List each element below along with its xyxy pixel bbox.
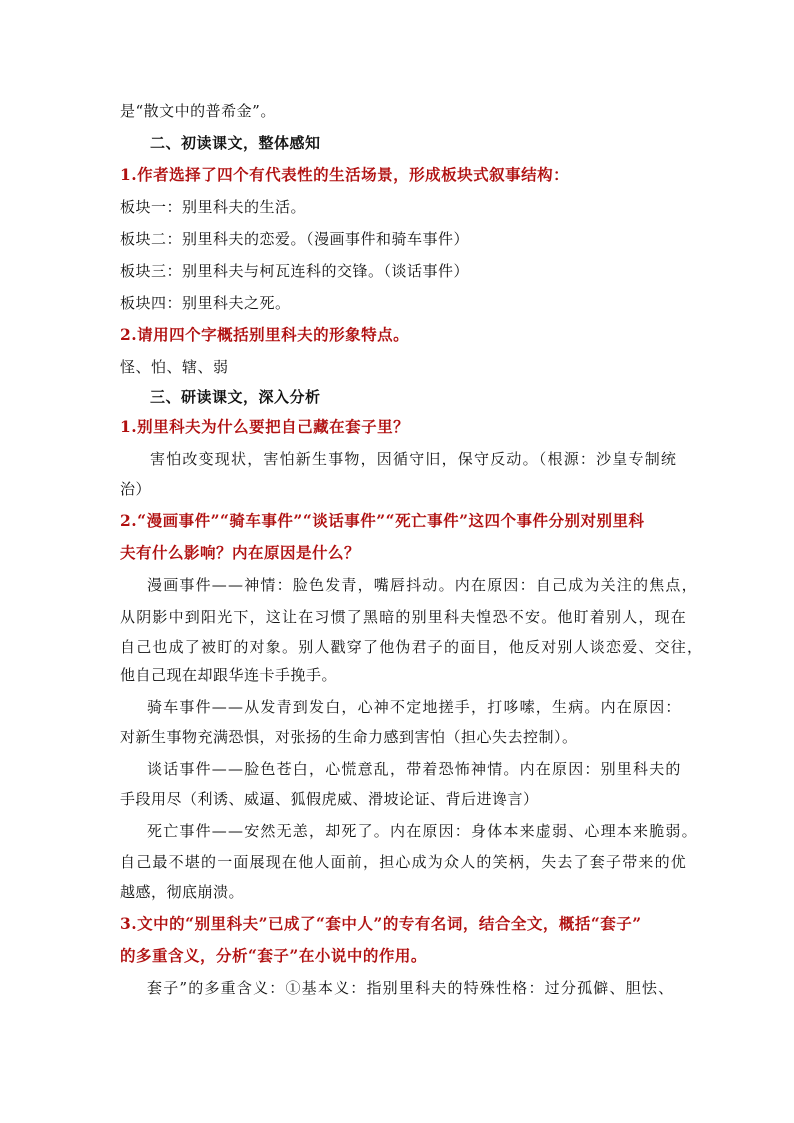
question-line: 1.作者选择了四个有代表性的生活场景，形成板块式叙事结构： [120,165,570,184]
question-line: 的多重含义，分析“套子”在小说中的作用。 [120,946,427,965]
paragraph-line: 是“散文中的普希金”。 [120,102,276,120]
question-line: 3.文中的“别里科夫”已成了“套中人”的专有名词，结合全文，概括“套子” [120,914,642,933]
question-line: 2.请用四个字概括别里科夫的形象特点。 [120,325,410,344]
paragraph-line: 怪、怕、辖、弱 [120,358,229,376]
question-line: 1.别里科夫为什么要把自己藏在套子里？ [120,417,410,436]
paragraph-line: 谈话事件——脸色苍白，心慌意乱，带着恐怖神情。内在原因：别里科夫的 [147,760,682,778]
paragraph-line: 从阴影中到阳光下，这让在习惯了黑暗的别里科夫惶恐不安。他盯着别人，现在 [120,608,688,626]
paragraph-line: 板块二：别里科夫的恋爱。（漫画事件和骑车事件） [120,230,470,248]
paragraph-line: 板块四：别里科夫之死。 [120,294,291,312]
paragraph-line: 自己也成了被盯的对象。别人戳穿了他伪君子的面目，他反对别人谈恋爱、交往， [120,638,704,656]
paragraph-line: 他自己现在却跟华连卡手挽手。 [120,666,338,684]
paragraph-line: 越感，彻底崩溃。 [120,883,245,901]
paragraph-line: 板块三：别里科夫与柯瓦连科的交锋。（谈话事件） [120,262,470,280]
paragraph-line: 漫画事件——神情：脸色发青，嘴唇抖动。内在原因：自己成为关注的焦点， [147,576,698,594]
paragraph-line: 手段用尽（利诱、威逼、狐假虎威、滑坡论证、背后进谗言） [120,790,539,808]
paragraph-line: 死亡事件——安然无恙，却死了。内在原因：身体本来虚弱、心理本来脆弱。 [147,822,698,840]
section-heading: 二、初读课文，整体感知 [150,134,321,152]
paragraph-line: 板块一：别里科夫的生活。 [120,198,307,216]
question-line: 夫有什么影响？内在原因是什么？ [120,543,361,562]
paragraph-line: 骑车事件——从发青到发白，心神不定地搓手，打哆嗦，生病。内在原因： [147,698,682,716]
paragraph-line: 治） [120,480,152,498]
question-line: 2.“漫画事件”“骑车事件”“谈话事件”“死亡事件”这四个事件分别对别里科 [120,511,645,530]
paragraph-line: 套子”的多重含义：①基本义：指别里科夫的特殊性格：过分孤僻、胆怯、 [147,979,675,997]
paragraph-line: 对新生事物充满恐惧，对张扬的生命力感到害怕（担心失去控制）。 [120,728,578,746]
section-heading: 三、研读课文，深入分析 [150,388,321,406]
paragraph-line: 自己最不堪的一面展现在他人面前，担心成为众人的笑柄，失去了套子带来的优 [120,853,688,871]
paragraph-line: 害怕改变现状，害怕新生事物，因循守旧，保守反动。（根源：沙皇专制统 [150,450,678,468]
